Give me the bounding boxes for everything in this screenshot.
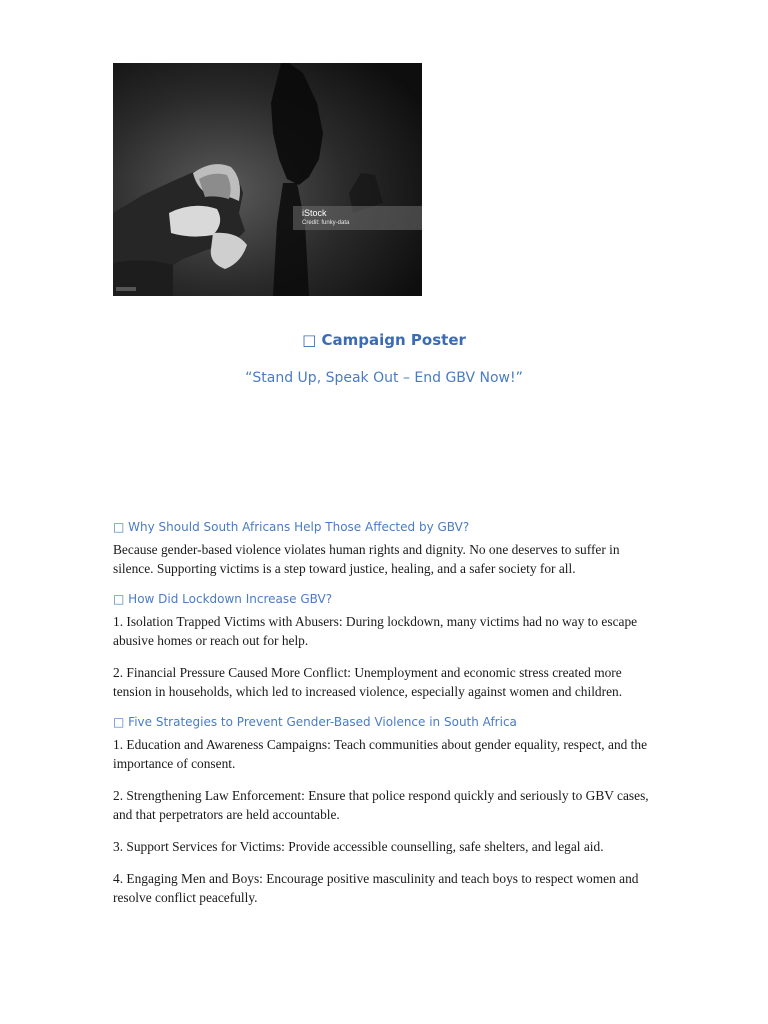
paragraph: 4. Engaging Men and Boys: Encourage positive masculinity and teach boys to respect women and resolve conflict peacefully. (113, 871, 639, 905)
section-heading-text: Why Should South Africans Help Those Affected by GBV? (128, 520, 470, 534)
section-icon: □ (113, 520, 125, 534)
photo-illustration (113, 63, 422, 296)
paragraph: 2. Financial Pressure Caused More Conflict: Unemployment and economic stress created more tension in households, which led to increased violence, especially against women and children. (113, 665, 623, 699)
section-heading-strategies (113, 714, 661, 731)
paragraph: Because gender-based violence violates human rights and dignity. No one deserves to suffer in silence. Supporting victims is a step toward justice, healing, and a safer society for all. (113, 542, 620, 576)
poster-title (0, 330, 768, 350)
watermark-credit: Credit: funky-data (302, 220, 350, 226)
section-heading-why-help (113, 519, 661, 536)
poster-title-icon: □ (302, 331, 317, 349)
watermark-brand: iStock (302, 208, 327, 218)
section-icon: □ (113, 715, 125, 729)
campaign-photo (113, 63, 422, 296)
paragraph: 1. Education and Awareness Campaigns: Teach communities about gender equality, respect, and the importance of consent. (113, 737, 648, 771)
section-heading-text: Five Strategies to Prevent Gender-Based Violence in South Africa (128, 715, 517, 729)
photo-id-tag (116, 287, 136, 291)
section-heading-text: How Did Lockdown Increase GBV? (128, 592, 333, 606)
section-heading-lockdown (113, 591, 661, 608)
poster-slogan: “Stand Up, Speak Out – End GBV Now!” (245, 370, 523, 386)
section-icon: □ (113, 592, 125, 606)
paragraph: 3. Support Services for Victims: Provide accessible counselling, safe shelters, and legal aid. (113, 839, 604, 854)
paragraph: 1. Isolation Trapped Victims with Abusers: During lockdown, many victims had no way to escape abusive homes or reach out for help. (113, 614, 638, 648)
poster-title-text: Campaign Poster (321, 331, 466, 349)
paragraph: 2. Strengthening Law Enforcement: Ensure that police respond quickly and seriously to GBV cases, and that perpetrators are held accountable. (113, 788, 649, 822)
document-body (113, 519, 661, 907)
